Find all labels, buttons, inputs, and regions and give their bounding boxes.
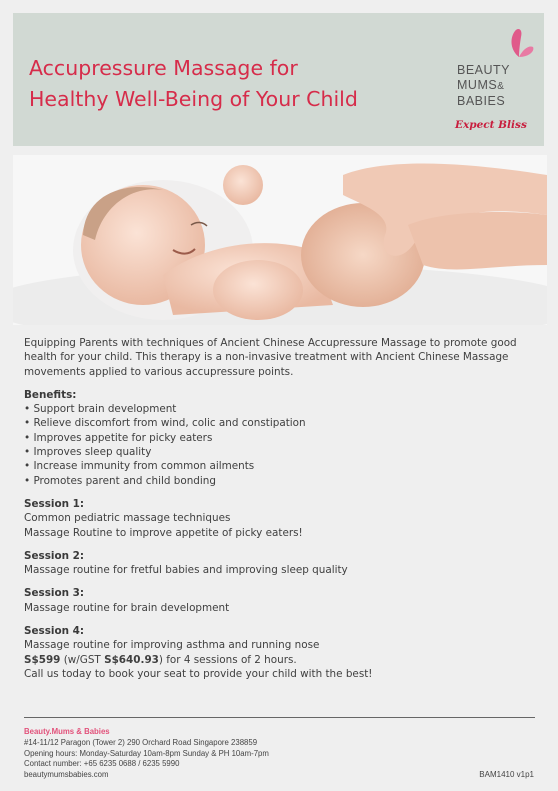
session-3: [24, 586, 536, 615]
price-suffix: ) for 4 sessions of 2 hours.: [158, 653, 297, 666]
session-line: Massage routine for brain development: [24, 601, 230, 614]
price-gst-prefix: (w/GST: [63, 653, 101, 666]
session-4: [24, 624, 536, 653]
main-content: [24, 336, 536, 681]
benefit-item: • Increase immunity from common ailments: [24, 459, 536, 473]
butterfly-icon: [505, 25, 535, 61]
footer-divider: [24, 717, 535, 718]
logo-line-3: BABIES: [457, 94, 506, 108]
session-line: Massage routine for fretful babies and improving sleep quality: [24, 564, 348, 577]
page-title: [29, 53, 358, 115]
document-code: BAM1410 v1p1: [479, 770, 534, 779]
price-line: [24, 653, 536, 667]
photo-illustration: [13, 155, 547, 325]
intro-paragraph: Equipping Parents with techniques of Ancient Chinese Accupressure Massage to promote good health for your child. This therapy is a non-invasive treatment with Ancient Chinese Massage movements applied to various accupressure points.: [24, 337, 517, 378]
benefit-item: • Improves sleep quality: [24, 445, 536, 459]
session-line: Common pediatric massage techniques: [24, 512, 231, 525]
footer-website: beautymumsbabies.com: [24, 770, 109, 780]
benefit-item: • Improves appetite for picky eaters: [24, 431, 536, 445]
header-banner: [13, 13, 544, 146]
benefit-item: • Support brain development: [24, 402, 536, 416]
session-line: Massage Routine to improve appetite of picky eaters!: [24, 526, 303, 539]
logo-line-2: MUMS: [457, 78, 498, 92]
session-title: Session 1:: [24, 497, 84, 510]
footer-hours: Opening hours: Monday-Saturday 10am-8pm Sunday & PH 10am-7pm: [24, 748, 269, 758]
baby-massage-photo: [13, 155, 547, 325]
benefits-section: [24, 388, 536, 488]
benefit-item: • Relieve discomfort from wind, colic and constipation: [24, 416, 536, 430]
session-title: Session 4:: [24, 625, 84, 638]
logo-wordmark: [457, 63, 510, 109]
session-line: Massage routine for improving asthma and running nose: [24, 639, 320, 652]
price-gst: S$640.93: [104, 653, 159, 666]
brand-logo: [453, 25, 538, 140]
title-line-2: Healthy Well-Being of Your Child: [29, 87, 358, 111]
footer-company: Beauty.Mums & Babies: [24, 727, 110, 736]
price-base: S$599: [24, 653, 61, 666]
session-title: Session 2:: [24, 549, 84, 562]
footer-contact: Contact number: +65 6235 0688 / 6235 5990: [24, 759, 180, 769]
call-to-action: Call us today to book your seat to provide your child with the best!: [24, 667, 373, 680]
logo-line-1: BEAUTY: [457, 63, 511, 77]
title-line-1: Accupressure Massage for: [29, 56, 298, 80]
benefit-item: • Promotes parent and child bonding: [24, 474, 536, 488]
logo-tagline: Expect Bliss: [455, 119, 527, 131]
session-1: [24, 497, 536, 540]
benefits-heading: Benefits:: [24, 388, 77, 401]
session-title: Session 3:: [24, 587, 84, 600]
session-2: [24, 549, 536, 578]
logo-ampersand: &: [497, 81, 505, 92]
benefits-list: [24, 402, 536, 488]
footer: [24, 727, 269, 781]
footer-address: #14-11/12 Paragon (Tower 2) 290 Orchard Road Singapore 238859: [24, 737, 258, 747]
